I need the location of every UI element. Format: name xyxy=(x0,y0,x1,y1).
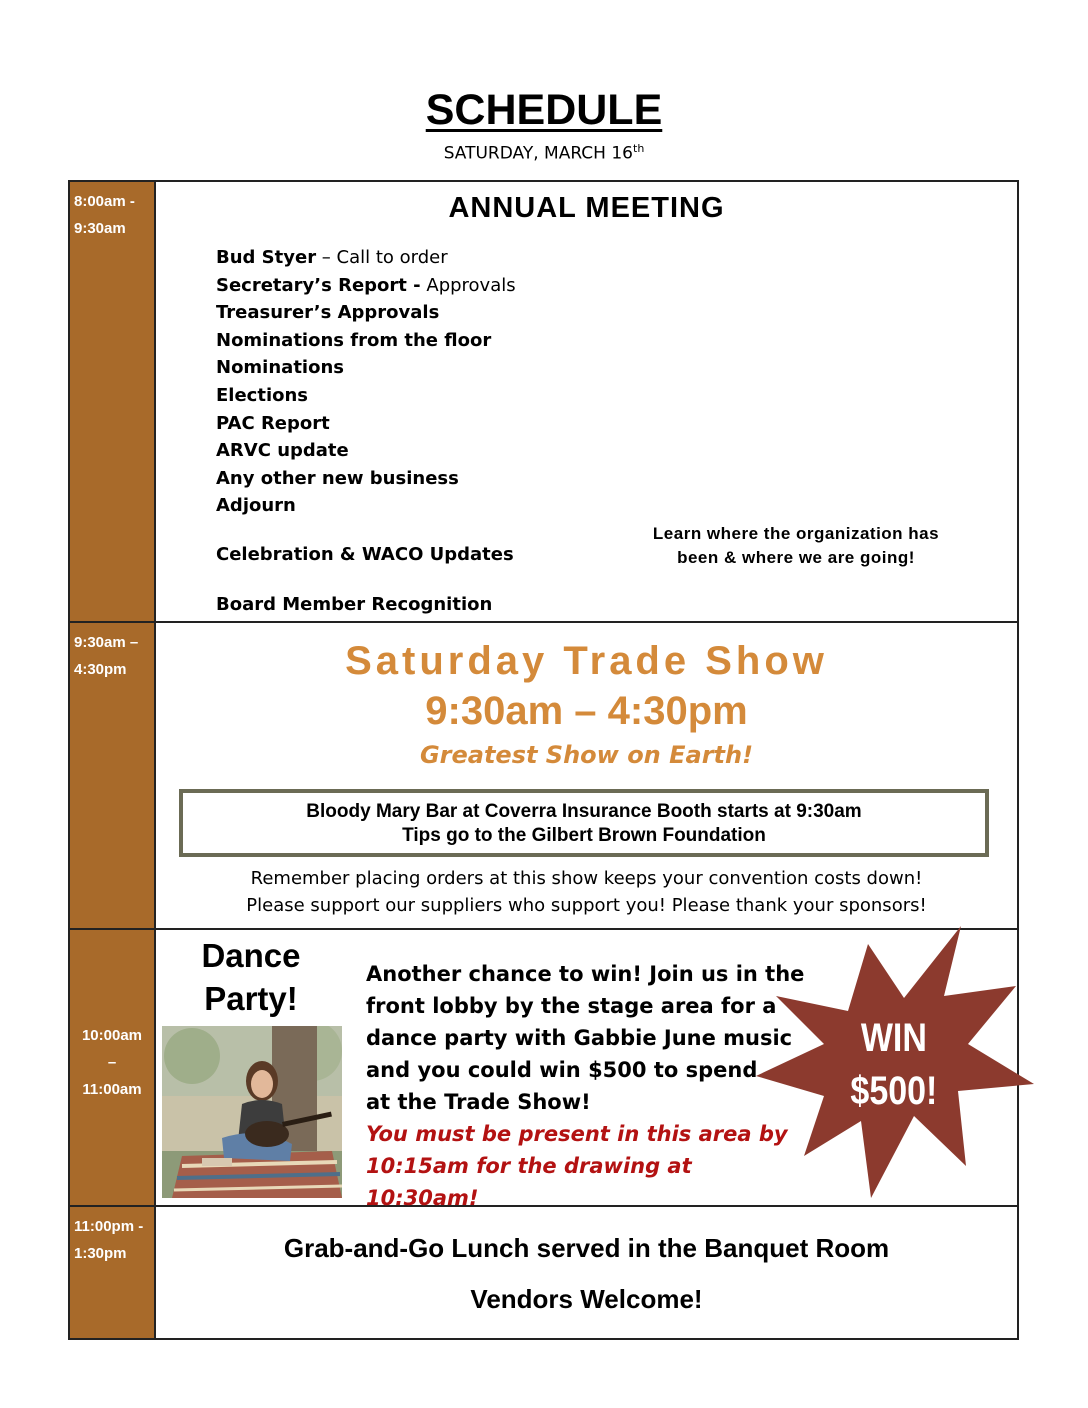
agenda-item: Nominations xyxy=(216,357,344,379)
agenda-list xyxy=(216,244,516,520)
agenda-item: Bud Styer – Call to order xyxy=(216,247,448,268)
organization-note: Learn where the organization has been & where we are going! xyxy=(652,524,940,567)
row-content xyxy=(156,182,1017,621)
agenda-item: PAC Report xyxy=(216,412,330,434)
agenda-item: ARVC update xyxy=(216,440,349,462)
time-cell: 10:00am – 11:00am xyxy=(70,930,156,1205)
agenda-item: Any other new business xyxy=(216,467,459,489)
agenda-item: Elections xyxy=(216,384,309,406)
agenda-item: Adjourn xyxy=(216,495,296,517)
trade-show-time: 9:30am – 4:30pm xyxy=(425,689,748,733)
time-cell: 9:30am – 4:30pm xyxy=(70,623,156,928)
supplier-reminder: Remember placing orders at this show keeps your convention costs down! Please support our suppliers who support you! Please thank your sponsors! xyxy=(246,868,927,916)
dance-party-heading: Dance Party! xyxy=(201,937,301,1017)
agenda-item: Nominations from the floor xyxy=(216,329,492,351)
schedule-row-dance-party xyxy=(70,930,1017,1210)
agenda-item: Treasurer’s Approvals xyxy=(216,302,440,324)
schedule-row-lunch xyxy=(70,1207,1017,1338)
page-subtitle: SATURDAY, MARCH 16th xyxy=(443,142,645,164)
row-content xyxy=(156,930,1017,1210)
lunch-text: Grab-and-Go Lunch served in the Banquet Room xyxy=(283,1233,890,1263)
trade-show-title: Saturday Trade Show xyxy=(345,639,828,683)
schedule-row-annual-meeting xyxy=(70,182,1017,623)
musician-photo xyxy=(162,1026,342,1198)
agenda-extra-celebration: Celebration & WACO Updates xyxy=(216,544,514,565)
agenda-item: Secretary’s Report - Approvals xyxy=(216,274,516,296)
win-burst xyxy=(746,926,1036,1206)
row-content xyxy=(156,1207,1017,1338)
time-cell: 11:00pm - 1:30pm xyxy=(70,1207,156,1338)
schedule-table xyxy=(68,180,1019,1340)
schedule-row-trade-show xyxy=(70,623,1017,930)
time-cell: 8:00am - 9:30am xyxy=(70,182,156,621)
annual-meeting-heading: ANNUAL MEETING xyxy=(448,192,725,224)
starburst-icon xyxy=(756,926,1034,1198)
win-burst-line1: WIN xyxy=(860,1014,927,1060)
agenda-extra-recognition: Board Member Recognition xyxy=(216,594,493,615)
dance-party-description: Another chance to win! Join us in the front lobby by the stage area for a dance party with Gabbie June music and you could win $500 to spend at the Trade Show! You must be present in this area by 10:15am for the drawing at 10:30am! xyxy=(366,962,805,1210)
row-content xyxy=(156,623,1017,928)
bloody-mary-box: Bloody Mary Bar at Coverra Insurance Booth starts at 9:30am Tips go to the Gilbert Brown Foundation xyxy=(179,789,989,857)
vendors-text: Vendors Welcome! xyxy=(470,1284,703,1314)
page-title: SCHEDULE xyxy=(425,86,663,134)
win-burst-line2: $500! xyxy=(850,1067,938,1113)
trade-show-tagline: Greatest Show on Earth! xyxy=(419,741,754,769)
